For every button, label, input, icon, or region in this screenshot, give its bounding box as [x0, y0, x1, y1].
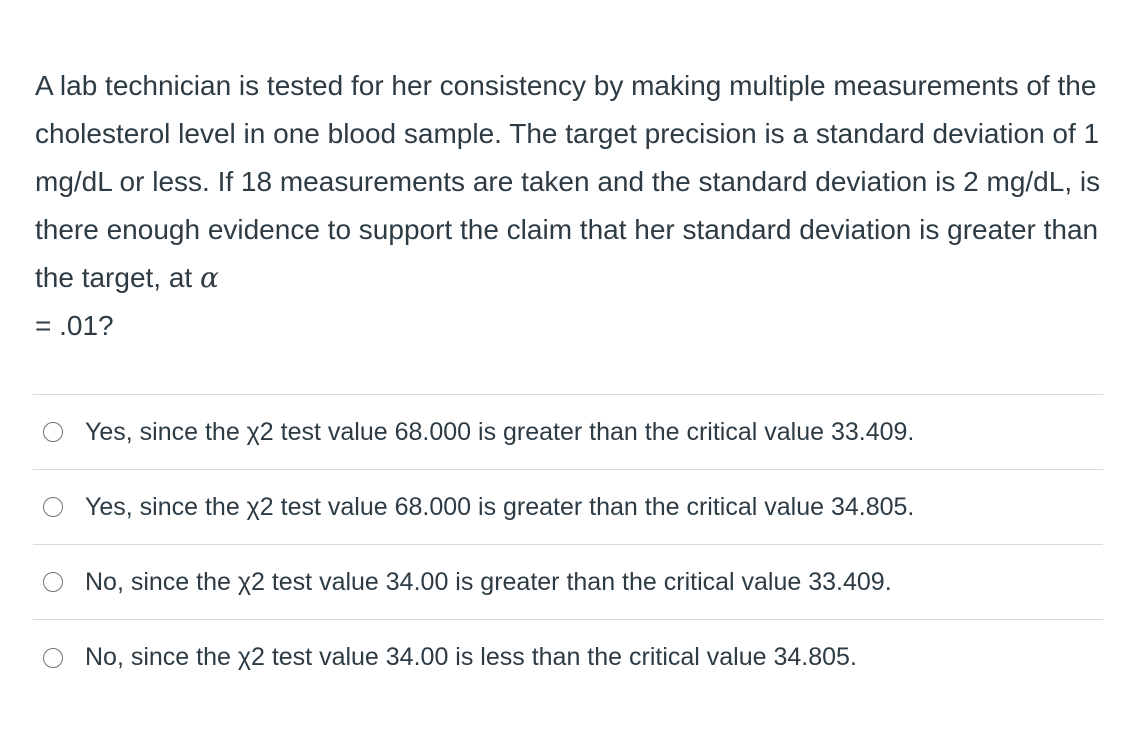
radio-button[interactable] — [43, 648, 63, 668]
answer-option-4[interactable] — [33, 620, 1103, 695]
question-end: = .01? — [35, 310, 114, 341]
alpha-symbol: α — [200, 261, 219, 294]
answer-option-3[interactable] — [33, 545, 1103, 620]
answer-label: Yes, since the χ2 test value 68.000 is greater than the critical value 33.409. — [85, 417, 915, 446]
question-text — [35, 62, 1105, 350]
radio-button[interactable] — [43, 422, 63, 442]
answer-option-2[interactable] — [33, 470, 1103, 545]
radio-button[interactable] — [43, 497, 63, 517]
answer-label: No, since the χ2 test value 34.00 is less than the critical value 34.805. — [85, 643, 857, 671]
question-body: A lab technician is tested for her consistency by making multiple measurements of the cholesterol level in one blood sample. The target precision is a standard deviation of 1 mg/dL or less. If 18 measurements are taken and the standard deviation is 2 mg/dL, is there enough evidence to support the claim that her standard deviation is greater than the target, at — [35, 70, 1101, 293]
radio-button[interactable] — [43, 572, 63, 592]
answer-label: No, since the χ2 test value 34.00 is greater than the critical value 33.409. — [85, 567, 892, 596]
answer-list — [33, 394, 1103, 695]
answer-option-1[interactable] — [33, 395, 1103, 470]
answer-label: Yes, since the χ2 test value 68.000 is greater than the critical value 34.805. — [85, 492, 915, 521]
